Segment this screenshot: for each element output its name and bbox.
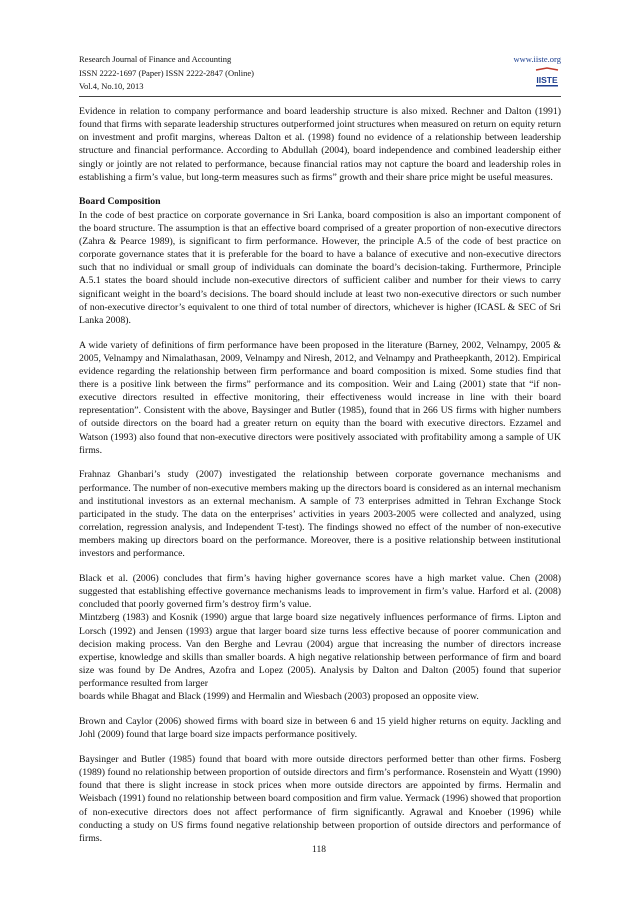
volume-line: Vol.4, No.10, 2013 — [79, 81, 144, 91]
paragraph: Evidence in relation to company performance and board leadership structure is also mixed. Rechner and Dalton (1991) found that firms with separate leadership structures outperformed joint structures when measured on return on equity return on investment and profit margins, whereas Dalton et al. (1998) found no evidence of a relationship between leadership structure and financial performance. According to Abdullah (2004), board independence and combined leadership either singly or jointly are not related to performance, because financial ratios may not capture the board and leadership roles in establishing a firm’s value, but long-term measures such as firms” growth and their share price might be useful measures. — [79, 106, 561, 183]
page-header — [79, 53, 561, 94]
section-heading: Board Composition — [79, 196, 161, 208]
paragraph: Black et al. (2006) concludes that firm’s having higher governance scores have a high market value. Chen (2008) suggested that establishing effective governance mechanisms leads to improvement in firm’s value. Harford et al. (2008) concluded that poorly governed firm’s destroy firm’s value. — [79, 573, 561, 611]
page-number: 118 — [312, 845, 326, 855]
paragraph: In the code of best practice on corporate governance in Sri Lanka, board composition is also an important component of the board structure. The assumption is that an effective board comprised of a greater proportion of non-executive directors (Zahra & Pearce 1989), is significant to firm performance. However, the principle A.5 of the code of best practice on corporate governance states that it is preferable for the board to have a balance of executive and non-executive directors such that no individual or small group of individuals can dominate the board’s decision-taking. Furthermore, Principle A.5.1 states the board should include non-executive directors of sufficient caliber and number for their views to carry significant weight in the board’s decisions. The board should include at least two non-executive directors or such number of non-executive director’s equivalent to one third of total number of directors, whichever is higher (ICASL & SEC of Sri Lanka 2008). — [79, 209, 561, 326]
issn-line: ISSN 2222-1697 (Paper) ISSN 2222-2847 (Online) — [79, 67, 254, 78]
iiste-logo-icon — [533, 67, 561, 89]
paragraph: Brown and Caylor (2006) showed firms with board size in between 6 and 15 yield higher returns on equity. Jackling and Johl (2009) found that large board size impacts performance positively. — [79, 716, 561, 741]
article-body — [79, 105, 561, 856]
paragraph: Baysinger and Butler (1985) found that board with more outside directors performed better than other firms. Fosberg (1989) found no relationship between proportion of outside directors and firm’s performance. Rosenstein and Wyatt (1990) found that there is slight increase in stock prices when more outside directors are appointed by firms. Hermalin and Weisbach (1991) found no relationship between board composition and firm value. Yermack (1996) showed that proportion of non-executive directors does not affect performance of firm significantly. Agrawal and Knoeber (1996) while conducting a study on US firms found negative relationship between proportion of outside directors and performance of firms. — [79, 753, 562, 844]
paragraph: Frahnaz Ghanbari’s study (2007) investigated the relationship between corporate governance mechanisms and performance. The number of non-executive members making up the directors board is considered as an internal mechanism and institutional investors as an external mechanism. A sample of 73 enterprises admitted in Tehran Exchange Stock participated in the study. The data on the enterprises’ activities in years 2003-2005 were collected and analyzed, using correlation, regression analysis, and Independent T-test). The findings showed no effect of the number of non-executive members making up directors board on the performance. Moreover, there is a positive relationship between institutional investors and performance. — [79, 469, 562, 560]
journal-url-link[interactable]: www.iiste.org — [513, 54, 561, 64]
paragraph: boards while Bhagat and Black (1999) and Hermalin and Wiesbach (2003) proposed an opposite view. — [79, 691, 479, 703]
paragraph: Mintzberg (1983) and Kosnik (1990) argue that large board size negatively influences performance of firms. Lipton and Lorsch (1992) and Jensen (1993) argue that larger board size turns less effective because of poorer communication and decision making process. Van den Berghe and Levrau (2004) argue that increasing the number of directors increase expertise, knowledge and skills than smaller boards. A high negative relationship between performance of firm and board size was found by De Andres, Azofra and Lopez (2005). Analysis by Dalton and Dalton (2005) found that superior performance resulted from larger — [79, 612, 561, 690]
header-divider — [79, 96, 561, 97]
logo-text: IISTE — [536, 75, 558, 85]
paragraph: A wide variety of definitions of firm performance have been proposed in the literature (Barney, 2002, Velnampy, 2005 & 2005, Velnampy and Nimalathasan, 2009, Velnampy and Niresh, 2012, and Velnampy and Pratheepkanth, 2012). Empirical evidence regarding the relationship between firm performance and board composition is mixed. Some studies find that there is a positive link between the firms” performance and its composition. Weir and Laing (2001) state that “if non-executive directors resulted in effective monitoring, their effectiveness would increase in line with their board representation”. Consistent with the above, Baysinger and Butler (1985), found that in 266 US firms with higher numbers of outside directors on the board had a greater return on equity than the board with executive directors. Ezzamel and Watson (1993) also found that non-executive directors were positively associated with profitability among a sample of UK firms. — [79, 339, 561, 456]
journal-title: Research Journal of Finance and Accounting — [79, 54, 232, 64]
